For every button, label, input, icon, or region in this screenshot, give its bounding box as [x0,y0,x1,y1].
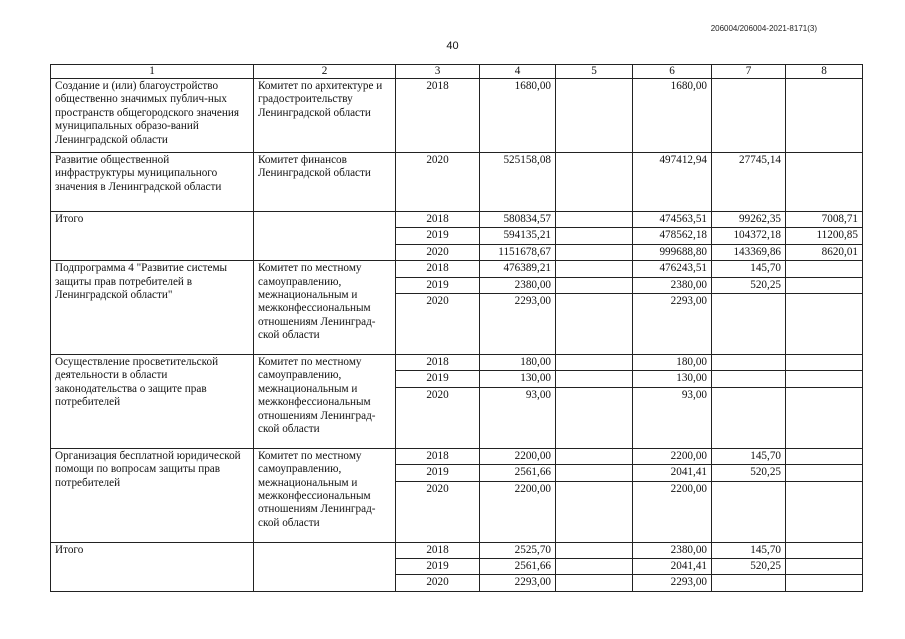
table-row [51,79,863,153]
row-description: Подпрограмма 4 "Развитие системы защиты прав потребителей в Ленинградской области" [51,261,254,355]
value-cell-col8 [786,294,863,355]
value-cell-col4: 1680,00 [480,79,556,153]
value-cell-col8 [786,277,863,293]
value-cell-col5 [556,355,633,371]
value-cell-col5 [556,542,633,558]
row-agency: Комитет по местному самоуправлению, межнациональным и межконфессиональным отношениям Ленинград-ской области [254,261,396,355]
value-cell-col6: 2041,41 [633,559,712,575]
value-cell-col7: 145,70 [712,448,786,464]
table-row [51,542,863,558]
value-cell-col5 [556,244,633,260]
column-number-4: 4 [480,65,556,79]
value-cell-col8 [786,153,863,212]
value-cell-col8: 8620,01 [786,244,863,260]
value-cell-col5 [556,387,633,448]
value-cell-col5 [556,79,633,153]
value-cell-col8 [786,542,863,558]
value-cell-col6: 2041,41 [633,465,712,481]
value-cell-col4: 476389,21 [480,261,556,277]
value-cell-col6: 2380,00 [633,542,712,558]
value-cell-col5 [556,575,633,591]
value-cell-col6: 130,00 [633,371,712,387]
value-cell-col7 [712,355,786,371]
value-cell-col6: 478562,18 [633,228,712,244]
value-cell-col5 [556,371,633,387]
value-cell-col7: 145,70 [712,542,786,558]
table-row [51,355,863,371]
year-cell: 2018 [396,79,480,153]
row-description: Итого [51,542,254,591]
year-cell: 2020 [396,294,480,355]
value-cell-col5 [556,294,633,355]
value-cell-col6: 474563,51 [633,212,712,228]
budget-table [50,64,863,592]
row-agency: Комитет по архитектуре и градостроительству Ленинградской области [254,79,396,153]
row-agency [254,212,396,261]
row-agency: Комитет по местному самоуправлению, межнациональным и межконфессиональным отношениям Ленинград-ской области [254,355,396,449]
row-description: Развитие общественной инфраструктуры муниципального значения в Ленинградской области [51,153,254,212]
row-agency: Комитет по местному самоуправлению, межнациональным и межконфессиональным отношениям Ленинград-ской области [254,448,396,542]
value-cell-col8: 7008,71 [786,212,863,228]
value-cell-col4: 2293,00 [480,294,556,355]
value-cell-col7 [712,79,786,153]
value-cell-col8 [786,481,863,542]
value-cell-col6: 2200,00 [633,448,712,464]
value-cell-col4: 2561,66 [480,559,556,575]
column-number-3: 3 [396,65,480,79]
value-cell-col4: 580834,57 [480,212,556,228]
column-number-5: 5 [556,65,633,79]
table-row [51,153,863,212]
value-cell-col8 [786,575,863,591]
value-cell-col5 [556,212,633,228]
year-cell: 2018 [396,212,480,228]
year-cell: 2019 [396,371,480,387]
year-cell: 2020 [396,481,480,542]
column-number-2: 2 [254,65,396,79]
value-cell-col7: 143369,86 [712,244,786,260]
value-cell-col4: 2200,00 [480,481,556,542]
value-cell-col7: 520,25 [712,277,786,293]
table-row [51,448,863,464]
year-cell: 2019 [396,277,480,293]
year-cell: 2020 [396,153,480,212]
value-cell-col4: 93,00 [480,387,556,448]
row-agency [254,542,396,591]
value-cell-col8 [786,371,863,387]
value-cell-col7: 145,70 [712,261,786,277]
value-cell-col5 [556,277,633,293]
value-cell-col4: 180,00 [480,355,556,371]
value-cell-col4: 2525,70 [480,542,556,558]
value-cell-col8 [786,465,863,481]
value-cell-col6: 93,00 [633,387,712,448]
year-cell: 2018 [396,448,480,464]
row-description: Итого [51,212,254,261]
year-cell: 2018 [396,355,480,371]
year-cell: 2018 [396,542,480,558]
row-description: Создание и (или) благоустройство общественно значимых публич-ных пространств общегородского значения муниципальных образо-ваний Ленинградской области [51,79,254,153]
value-cell-col6: 2293,00 [633,575,712,591]
column-number-1: 1 [51,65,254,79]
year-cell: 2020 [396,387,480,448]
value-cell-col5 [556,559,633,575]
value-cell-col6: 180,00 [633,355,712,371]
year-cell: 2020 [396,575,480,591]
value-cell-col7 [712,387,786,448]
value-cell-col7 [712,575,786,591]
value-cell-col4: 525158,08 [480,153,556,212]
value-cell-col5 [556,153,633,212]
value-cell-col7: 27745,14 [712,153,786,212]
column-number-row [51,65,863,79]
value-cell-col4: 2561,66 [480,465,556,481]
value-cell-col4: 594135,21 [480,228,556,244]
value-cell-col6: 2293,00 [633,294,712,355]
value-cell-col6: 2200,00 [633,481,712,542]
year-cell: 2019 [396,559,480,575]
value-cell-col8: 11200,85 [786,228,863,244]
value-cell-col4: 1151678,67 [480,244,556,260]
value-cell-col8 [786,79,863,153]
value-cell-col7 [712,294,786,355]
value-cell-col7 [712,371,786,387]
value-cell-col8 [786,387,863,448]
value-cell-col8 [786,355,863,371]
row-agency: Комитет финансов Ленинградской области [254,153,396,212]
value-cell-col6: 497412,94 [633,153,712,212]
page-number: 40 [446,40,459,52]
row-description: Осуществление просветительской деятельности в области законодательства о защите прав потребителей [51,355,254,449]
value-cell-col5 [556,228,633,244]
value-cell-col8 [786,261,863,277]
value-cell-col6: 1680,00 [633,79,712,153]
value-cell-col7: 520,25 [712,465,786,481]
value-cell-col4: 2380,00 [480,277,556,293]
value-cell-col4: 130,00 [480,371,556,387]
value-cell-col6: 2380,00 [633,277,712,293]
value-cell-col6: 476243,51 [633,261,712,277]
value-cell-col5 [556,448,633,464]
year-cell: 2018 [396,261,480,277]
value-cell-col4: 2200,00 [480,448,556,464]
value-cell-col7: 520,25 [712,559,786,575]
column-number-6: 6 [633,65,712,79]
column-number-8: 8 [786,65,863,79]
row-description: Организация бесплатной юридической помощи по вопросам защиты прав потребителей [51,448,254,542]
value-cell-col6: 999688,80 [633,244,712,260]
value-cell-col5 [556,261,633,277]
year-cell: 2019 [396,465,480,481]
value-cell-col7: 99262,35 [712,212,786,228]
value-cell-col8 [786,559,863,575]
table-row [51,261,863,277]
column-number-7: 7 [712,65,786,79]
value-cell-col7: 104372,18 [712,228,786,244]
table-row [51,212,863,228]
value-cell-col5 [556,481,633,542]
value-cell-col4: 2293,00 [480,575,556,591]
value-cell-col8 [786,448,863,464]
value-cell-col7 [712,481,786,542]
year-cell: 2020 [396,244,480,260]
year-cell: 2019 [396,228,480,244]
document-code: 206004/206004-2021-8171(3) [710,24,817,33]
value-cell-col5 [556,465,633,481]
